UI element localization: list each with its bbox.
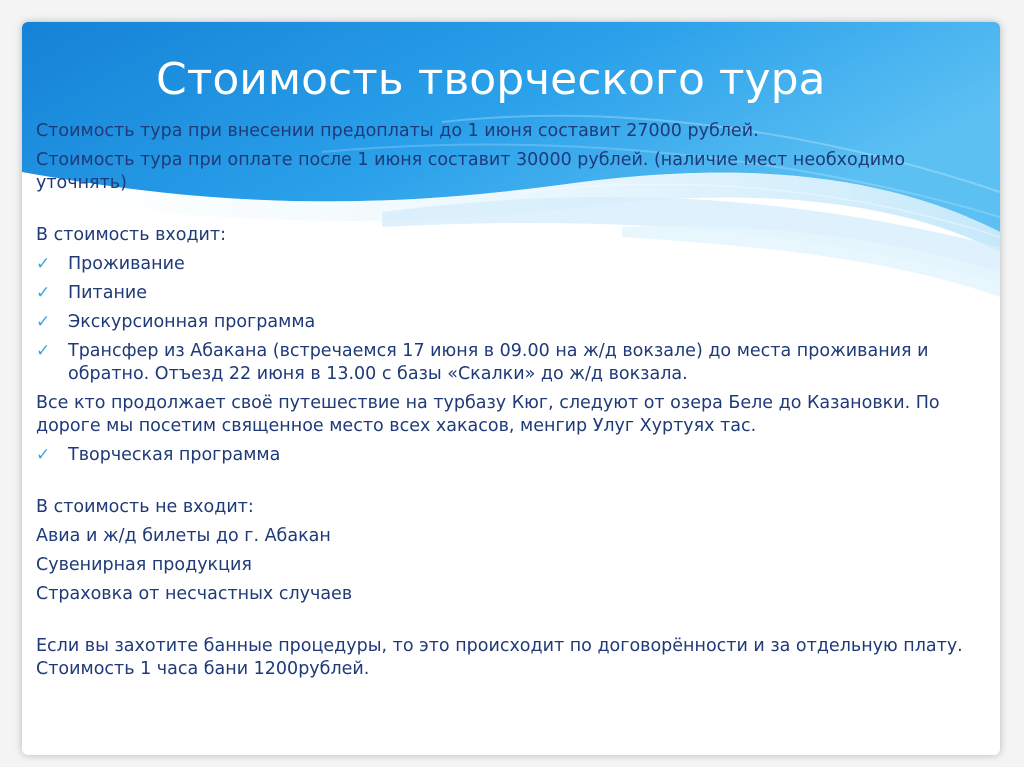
check-icon: ✓ xyxy=(36,254,51,274)
excluded-heading: В стоимость не входит: xyxy=(36,497,254,517)
excluded-item: Авиа и ж/д билеты до г. Абакан xyxy=(36,526,331,546)
included-item xyxy=(36,282,966,305)
included-item-label: Экскурсионная программа xyxy=(68,312,316,332)
spacer xyxy=(36,612,966,635)
included-item xyxy=(36,340,966,386)
excluded-item: Страховка от несчастных случаев xyxy=(36,584,353,604)
included-item-label: Питание xyxy=(68,283,148,303)
included-item xyxy=(36,311,966,334)
excluded-item: Сувенирная продукция xyxy=(36,555,252,575)
included-item-label: Творческая программа xyxy=(68,445,281,465)
slide-title: Стоимость творческого тура xyxy=(156,54,826,105)
slide-body xyxy=(36,120,966,687)
included-heading: В стоимость входит: xyxy=(36,225,227,245)
check-icon: ✓ xyxy=(36,341,51,361)
included-item-label: Трансфер из Абакана (встречаемся 17 июня в 09.00 на ж/д вокзале) до места проживания и обратно. Отъезд 22 июня в 13.00 с базы «Скалки» до ж/д вокзала. xyxy=(68,341,929,384)
bath-note: Если вы захотите банные процедуры, то это происходит по договорённости и за отдельную плату. Стоимость 1 часа бани 1200рублей. xyxy=(36,636,963,679)
check-icon: ✓ xyxy=(36,283,51,303)
price-line-late: Стоимость тура при оплате после 1 июня составит 30000 рублей. (наличие мест необходимо уточнять) xyxy=(36,150,906,193)
turbaza-note: Все кто продолжает своё путешествие на турбазу Кюг, следуют от озера Беле до Казановки. По дороге мы посетим священное место всех хакасов, менгир Улуг Хуртуях тас. xyxy=(36,393,940,436)
included-item xyxy=(36,253,966,276)
spacer xyxy=(36,473,966,496)
included-item xyxy=(36,444,966,467)
spacer xyxy=(36,201,966,224)
included-item-label: Проживание xyxy=(68,254,185,274)
price-line-prepay: Стоимость тура при внесении предоплаты до 1 июня составит 27000 рублей. xyxy=(36,121,759,141)
slide xyxy=(22,22,1000,755)
check-icon: ✓ xyxy=(36,312,51,332)
check-icon: ✓ xyxy=(36,445,51,465)
